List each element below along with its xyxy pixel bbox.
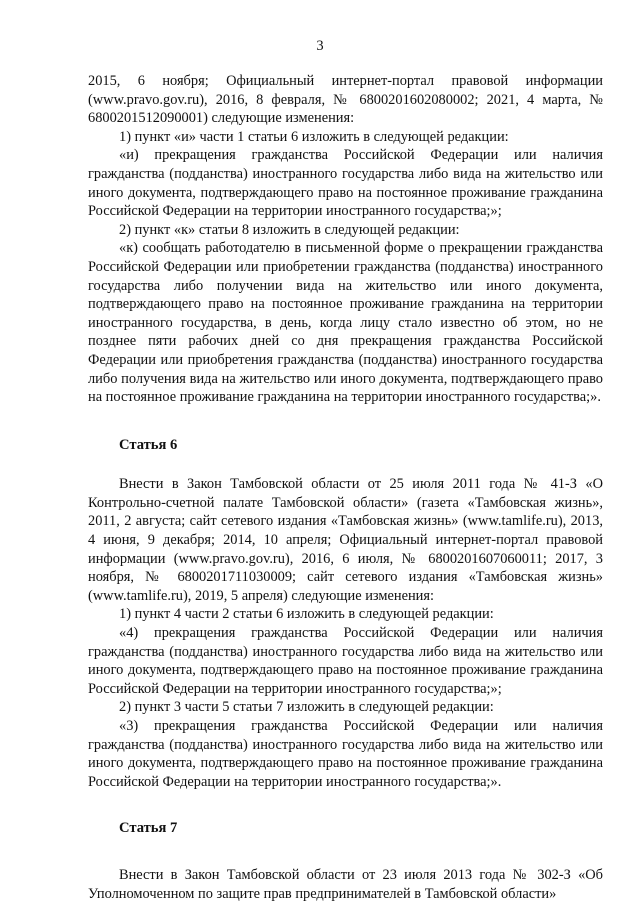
- paragraph-amendment-item-2: 2) пункт «к» статьи 8 изложить в следующей редакции:: [119, 221, 460, 238]
- paragraph-quoted-text-k: «к) сообщать работодателю в письменной форме о прекращении гражданства Российской Федерации или приобретении гражданства (подданства) иностранного государства либо получении вида на жительство или иного документа, подтверждающего право на постоянное проживание гражданина на территории иностранного государства, в день, когда лицу стало известно об этом, но не позднее пяти рабочих дней со дня прекращения гражданства Российской Федерации или приобретения гражданства (подданства) иностранного государства либо получения вида на жительство или иного документа, подтверждающего право на постоянное проживание гражданина на территории иностранного государства;».: [88, 240, 603, 406]
- document-body: [88, 72, 603, 903]
- page-number: 3: [316, 38, 324, 54]
- article-6-paragraph-item-1: 1) пункт 4 части 2 статьи 6 изложить в следующей редакции:: [119, 606, 494, 623]
- paragraph-continuation: 2015, 6 ноября; Официальный интернет-портал правовой информации (www.pravo.gov.ru), 2016, 8 февраля, № 6800201602080002; 2021, 4 марта, № 6800201512090001) следующие изменения:: [88, 73, 603, 127]
- article-6-paragraph-item-2: 2) пункт 3 части 5 статьи 7 изложить в следующей редакции:: [119, 699, 494, 716]
- article-6-paragraph-intro: Внести в Закон Тамбовской области от 25 июля 2011 года № 41-З «О Контрольно-счетной палате Тамбовской области» (газета «Тамбовская жизнь», 2011, 2 августа; сайт сетевого издания «Тамбовская жизнь» (www.tamlife.ru), 2013, 4 июня, 9 декабря; 2014, 10 апреля; Официальный интернет-портал правовой информации (www.pravo.gov.ru), 2016, 6 июля, № 6800201607060011; 2017, 3 ноября, № 6800201711030009; сайт сетевого издания «Тамбовская жизнь» (www.tamlife.ru), 2019, 5 апреля) следующие изменения:: [88, 476, 603, 604]
- article-7-heading: Статья 7: [119, 820, 178, 837]
- article-7-paragraph-intro: Внести в Закон Тамбовской области от 23 июля 2013 года № 302-З «Об Уполномоченном по защите прав предпринимателей в Тамбовской области»: [88, 866, 603, 902]
- paragraph-amendment-item-1: 1) пункт «и» части 1 статьи 6 изложить в следующей редакции:: [119, 128, 509, 145]
- article-6-paragraph-quoted-3: «3) прекращения гражданства Российской Федерации или наличия гражданства (подданства) иностранного государства либо вида на жительство или иного документа, подтверждающего право на постоянное проживание гражданина Российской Федерации на территории иностранного государства;».: [88, 718, 603, 790]
- paragraph-quoted-text-i: «и) прекращения гражданства Российской Федерации или наличия гражданства (подданства) иностранного государства либо вида на жительство или иного документа, подтверждающего право на постоянное проживание гражданина Российской Федерации на территории иностранного государства;»;: [88, 147, 603, 220]
- article-6-heading: Статья 6: [119, 436, 178, 453]
- article-6-paragraph-quoted-4: «4) прекращения гражданства Российской Федерации или наличия гражданства (подданства) иностранного государства либо вида на жительство или иного документа, подтверждающего право на постоянное проживание гражданина Российской Федерации на территории иностранного государства;»;: [88, 625, 603, 697]
